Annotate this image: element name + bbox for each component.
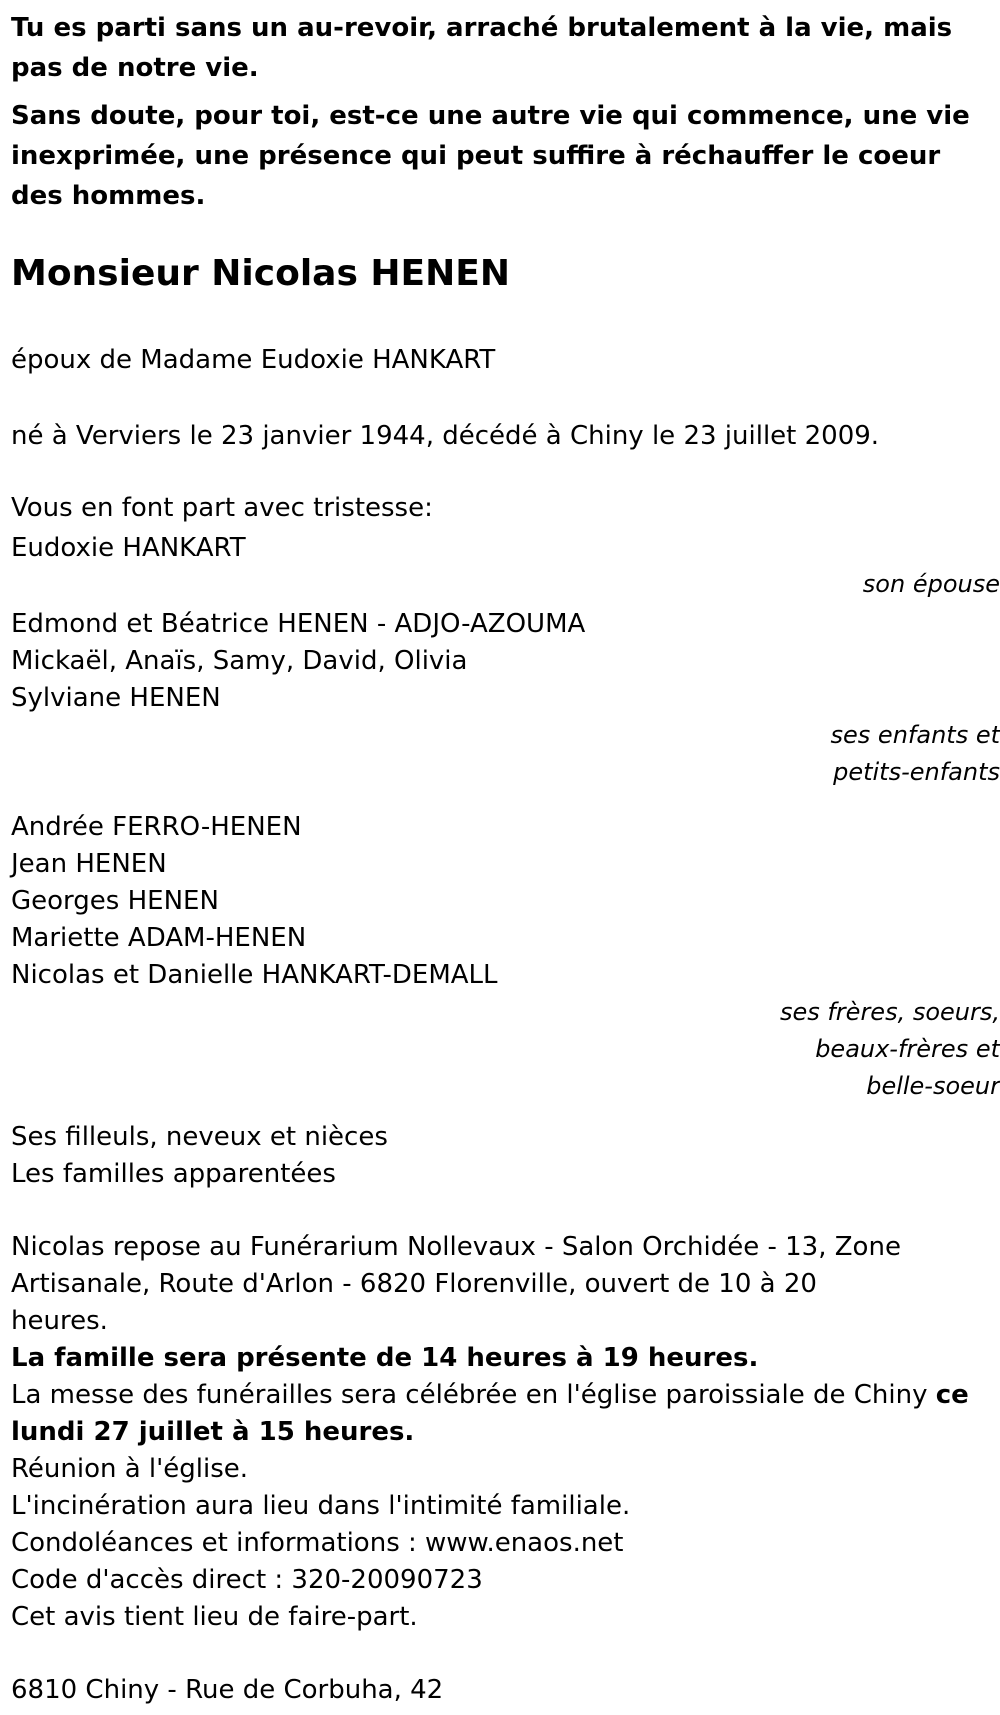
mass-date: ce lundi 27 juillet à 15 heures. <box>11 1380 969 1447</box>
siblings-role-2: beaux-frères et <box>815 1035 1000 1063</box>
notice-text: Cet avis tient lieu de faire-part. <box>11 1602 418 1632</box>
spouse-role: son épouse <box>862 570 1000 598</box>
siblings-role-3: belle-soeur <box>866 1072 1000 1100</box>
intro-line-2: Sans doute, pour toi, est-ce une autre vie qui commence, une vie inexprimée, une présence qui peut suffire à réchauffer le coeur des hommes. <box>11 101 970 211</box>
mass-text: La messe des funérailles sera célébrée en l'église paroissiale de Chiny <box>11 1380 936 1410</box>
child-name-2: Mickaël, Anaïs, Samy, David, Olivia <box>11 646 468 676</box>
reunion-text: Réunion à l'église. <box>11 1454 249 1484</box>
spouse-line: époux de Madame Eudoxie HANKART <box>11 345 496 375</box>
access-code-text: Code d'accès direct : 320-20090723 <box>11 1565 483 1595</box>
presence-text: La famille sera présente de 14 heures à 19 heures. <box>11 1343 759 1373</box>
others-line-2: Les familles apparentées <box>11 1159 336 1189</box>
siblings-role-1: ses frères, soeurs, <box>779 998 1000 1026</box>
repose-text: Nicolas repose au Funérarium Nollevaux - Salon Orchidée - 13, Zone Artisanale, Route d'Arlon - 6820 Florenville, ouvert de 10 à 20 heures. <box>11 1232 901 1336</box>
incineration-text: L'incinération aura lieu dans l'intimité familiale. <box>11 1491 631 1521</box>
spouse-name: Eudoxie HANKART <box>11 533 246 563</box>
child-name-3: Sylviane HENEN <box>11 683 221 713</box>
address-text: 6810 Chiny - Rue de Corbuha, 42 <box>11 1675 444 1705</box>
others-line-1: Ses filleuls, neveux et nièces <box>11 1122 388 1152</box>
sibling-name-3: Georges HENEN <box>11 886 219 916</box>
deceased-name: Monsieur Nicolas HENEN <box>11 253 510 294</box>
sibling-name-4: Mariette ADAM-HENEN <box>11 923 307 953</box>
mourners-intro: Vous en font part avec tristesse: <box>11 493 433 523</box>
sibling-name-2: Jean HENEN <box>11 849 167 879</box>
child-name-1: Edmond et Béatrice HENEN - ADJO-AZOUMA <box>11 609 586 639</box>
condolences-text: Condoléances et informations : www.enaos.net <box>11 1528 624 1558</box>
dates-line: né à Verviers le 23 janvier 1944, décédé à Chiny le 23 juillet 2009. <box>11 421 880 451</box>
sibling-name-5: Nicolas et Danielle HANKART-DEMALL <box>11 960 498 990</box>
children-role-2: petits-enfants <box>833 758 1000 786</box>
mass-paragraph <box>11 1377 991 1451</box>
sibling-name-1: Andrée FERRO-HENEN <box>11 812 302 842</box>
children-role-1: ses enfants et <box>830 721 1000 749</box>
obituary-page <box>0 8 1000 1715</box>
intro-line-1: Tu es parti sans un au-revoir, arraché brutalement à la vie, mais pas de notre vie. <box>11 13 953 83</box>
